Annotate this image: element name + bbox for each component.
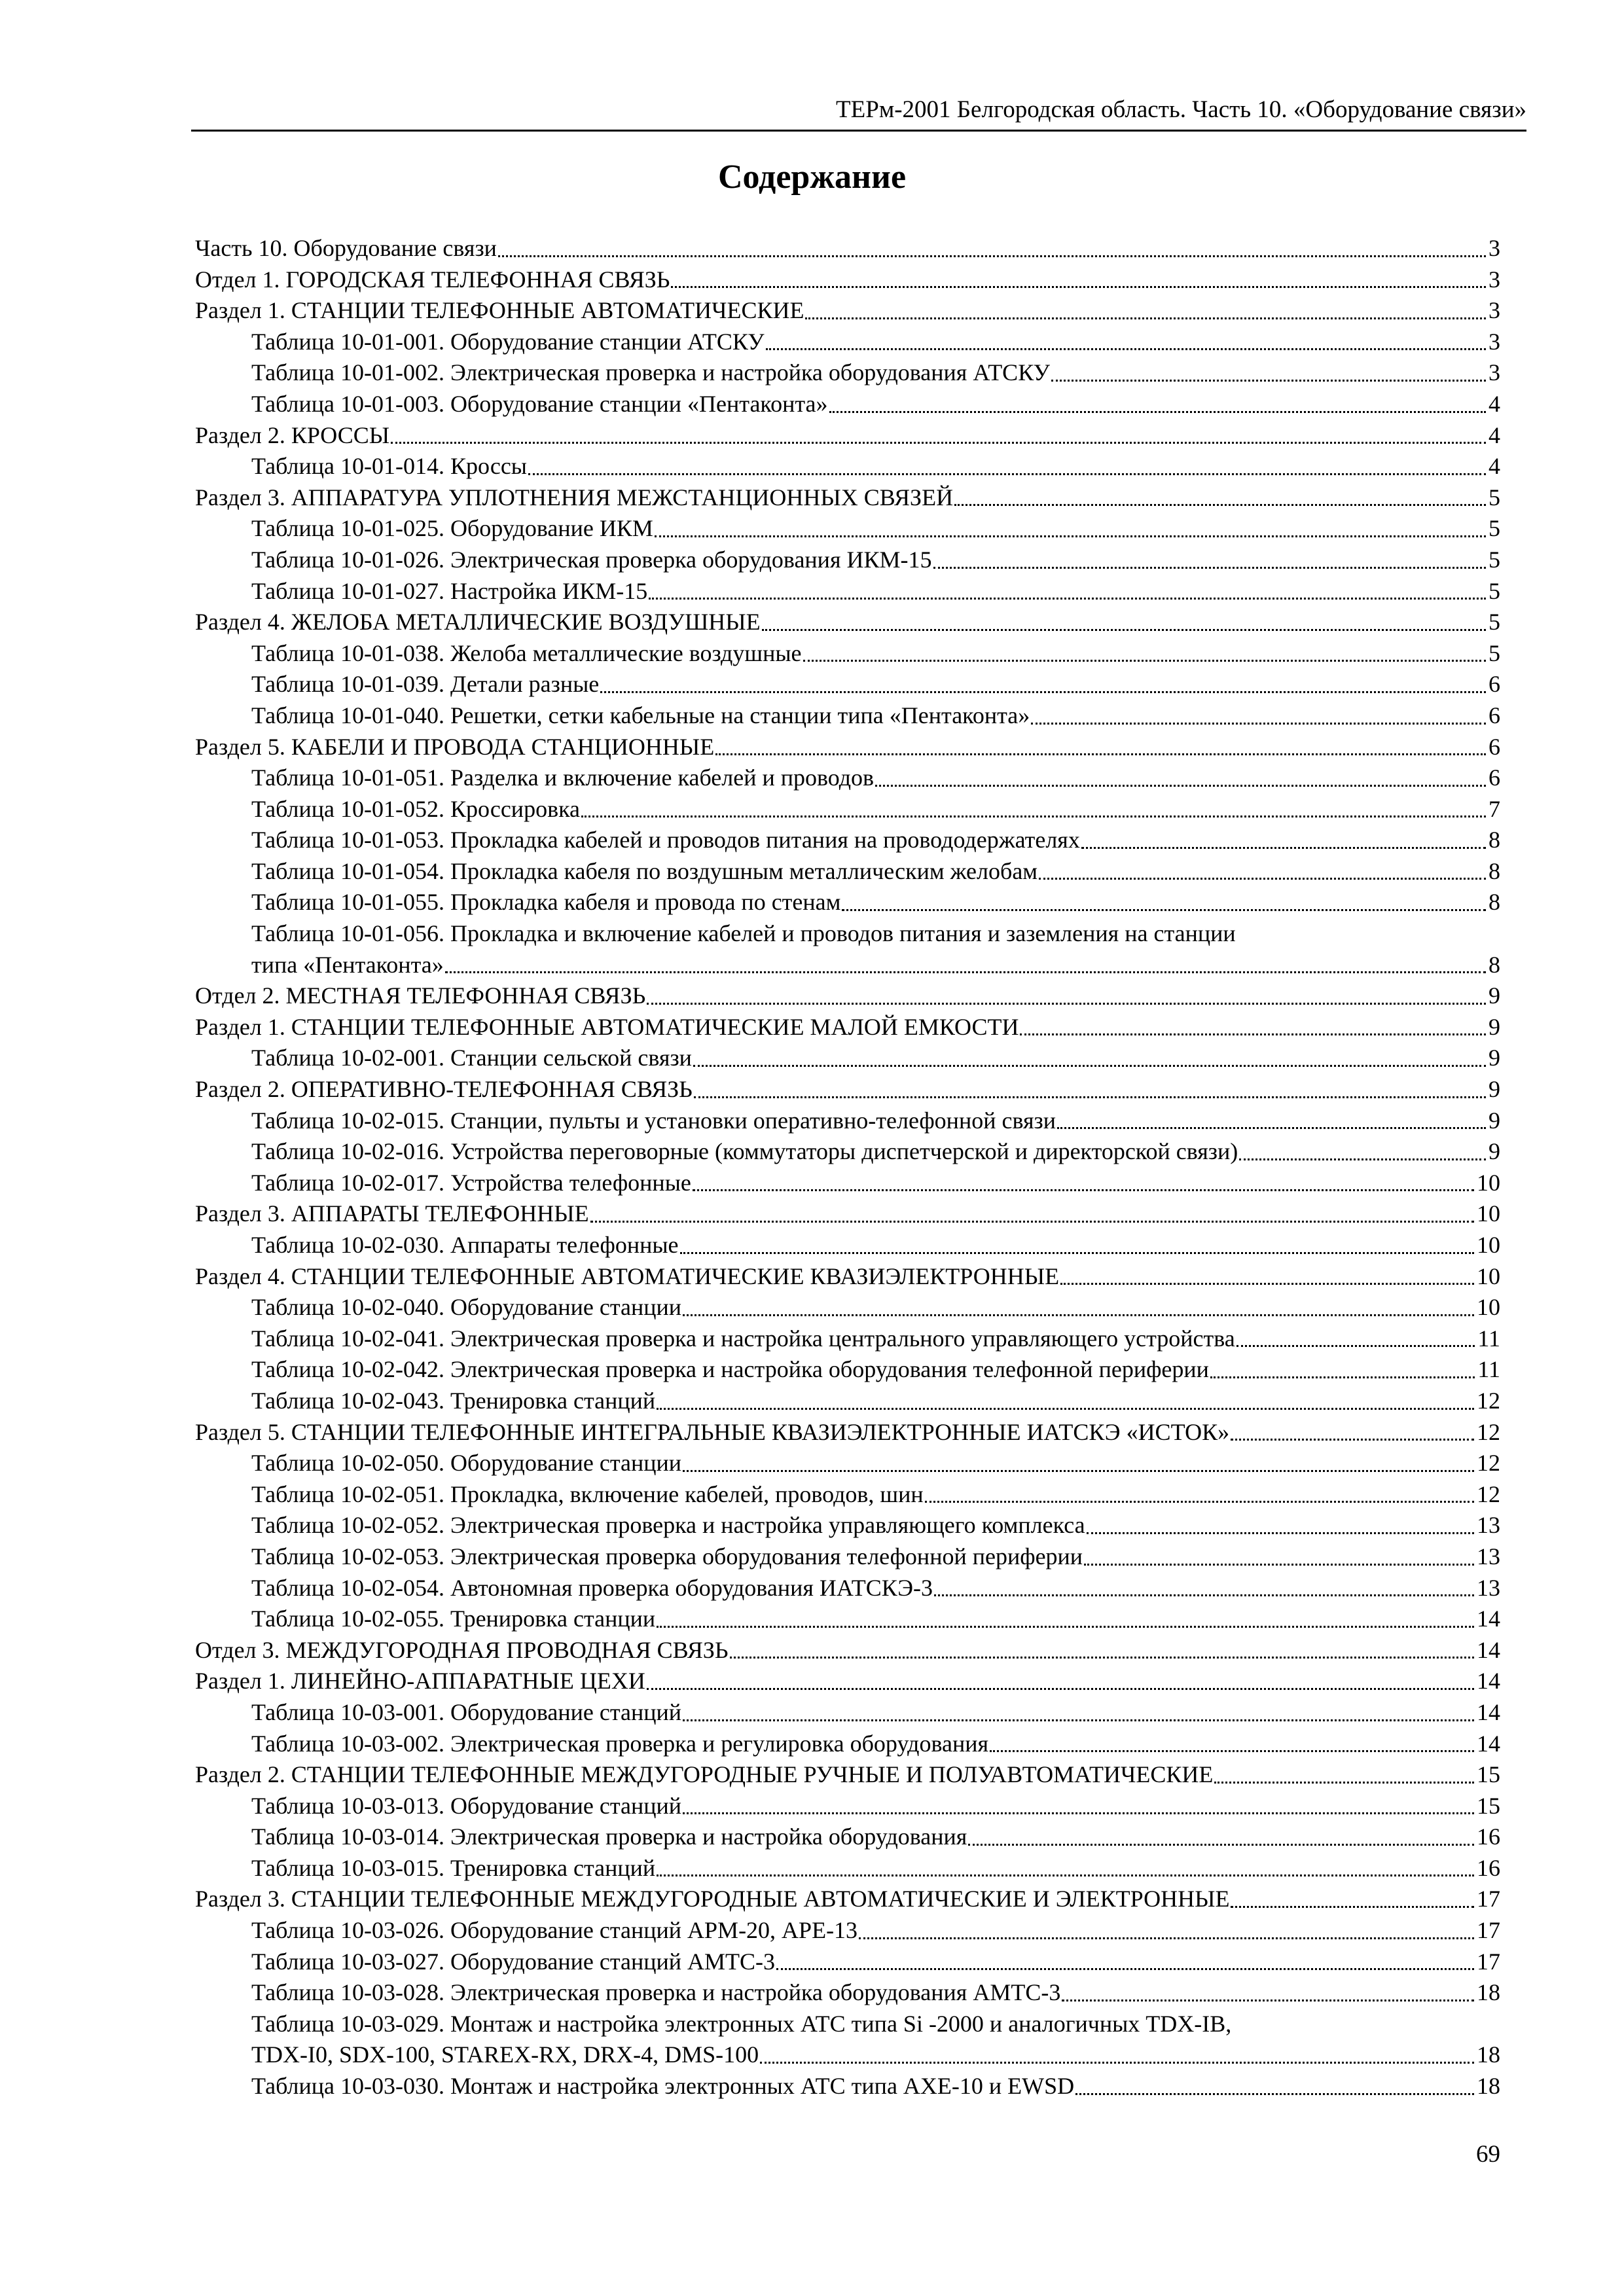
toc-entry-section[interactable] [195, 1074, 1500, 1105]
toc-entry-page: 3 [1489, 266, 1500, 293]
toc-entry-table[interactable] [195, 1729, 1500, 1760]
dot-leader [1020, 1033, 1486, 1035]
toc-entry-table[interactable] [195, 1791, 1500, 1822]
toc-entry-section[interactable] [195, 1759, 1500, 1791]
toc-entry-table[interactable] [195, 1821, 1500, 1853]
toc-entry-page: 12 [1477, 1480, 1500, 1507]
dot-leader [445, 971, 1486, 973]
toc-entry-table[interactable] [195, 1853, 1500, 1884]
dot-leader [694, 1096, 1486, 1098]
page-title: Содержание [717, 158, 907, 196]
toc-entry-title: Таблица 10-01-001. Оборудование станции АТСКУ [251, 328, 765, 355]
toc-entry-section[interactable] [195, 264, 1500, 296]
dot-leader [1087, 1532, 1474, 1534]
toc-entry-table[interactable] [195, 856, 1500, 888]
toc-entry-title: Таблица 10-01-056. Прокладка и включение кабелей и проводов питания и заземления на станции [251, 920, 1236, 947]
dot-leader [925, 1500, 1474, 1503]
toc-entry-section[interactable] [195, 420, 1500, 452]
toc-entry-title: Раздел 3. СТАНЦИИ ТЕЛЕФОННЫЕ МЕЖДУГОРОДНЫЕ АВТОМАТИЧЕСКИЕ И ЭЛЕКТРОННЫЕ [195, 1886, 1230, 1912]
toc-entry-page: 9 [1489, 1138, 1500, 1165]
dot-leader [655, 535, 1486, 537]
toc-entry-page: 9 [1489, 1107, 1500, 1134]
toc-entry-table[interactable] [195, 1946, 1500, 1978]
toc-entry-title: Таблица 10-02-042. Электрическая проверка и настройка оборудования телефонной периферии [251, 1356, 1209, 1383]
dot-leader [693, 1064, 1486, 1067]
toc-entry-table[interactable] [195, 950, 1500, 981]
toc-entry-table[interactable] [195, 1292, 1500, 1323]
toc-entry-table[interactable] [195, 1230, 1500, 1261]
toc-entry-table[interactable] [195, 1510, 1500, 1541]
toc-entry-table[interactable] [195, 918, 1500, 950]
dot-leader [683, 1469, 1474, 1472]
dot-leader [647, 1002, 1486, 1005]
dot-leader [760, 2061, 1474, 2064]
dot-leader [683, 1812, 1474, 1814]
toc-entry-title: Таблица 10-01-039. Детали разные [251, 671, 600, 698]
toc-entry-title: Таблица 10-02-053. Электрическая проверка оборудования телефонной периферии [251, 1543, 1083, 1570]
toc-entry-table[interactable] [195, 357, 1500, 389]
toc-entry-page: 16 [1477, 1854, 1500, 1881]
toc-entry-page: 14 [1477, 1730, 1500, 1757]
toc-entry-table[interactable] [195, 825, 1500, 856]
toc-entry-page: 14 [1477, 1668, 1500, 1695]
toc-entry-page: 15 [1477, 1761, 1500, 1788]
toc-entry-title: Таблица 10-03-002. Электрическая проверка и регулировка оборудования [251, 1730, 989, 1757]
toc-entry-page: 16 [1477, 1823, 1500, 1850]
toc-entry-table[interactable] [195, 669, 1500, 700]
dot-leader [1081, 846, 1486, 849]
toc-entry-table[interactable] [195, 1977, 1500, 2009]
toc-entry-page: 17 [1477, 1886, 1500, 1912]
toc-entry-section[interactable] [195, 732, 1500, 763]
toc-entry-title: Раздел 1. СТАНЦИИ ТЕЛЕФОННЫЕ АВТОМАТИЧЕСКИЕ [195, 297, 804, 324]
toc-entry-page: 6 [1489, 702, 1500, 728]
dot-leader [1075, 2092, 1474, 2095]
toc-entry-section[interactable] [195, 1666, 1500, 1697]
dot-leader [934, 1594, 1474, 1596]
toc-entry-page: 8 [1489, 889, 1500, 916]
toc-entry-title: Раздел 2. ОПЕРАТИВНО-ТЕЛЕФОННАЯ СВЯЗЬ [195, 1076, 693, 1103]
dot-leader [581, 815, 1486, 817]
toc-entry-page: 12 [1477, 1418, 1500, 1445]
dot-leader [1031, 722, 1486, 725]
toc-entry-page: 3 [1489, 328, 1500, 355]
toc-entry-page: 14 [1477, 1636, 1500, 1663]
toc-entry-title: Раздел 5. КАБЕЛИ И ПРОВОДА СТАНЦИОННЫЕ [195, 733, 715, 760]
toc-entry-page: 18 [1477, 2041, 1500, 2068]
dot-leader [803, 659, 1486, 662]
toc-entry-section[interactable] [195, 1635, 1500, 1666]
toc-entry-page: 10 [1477, 1169, 1500, 1196]
dot-leader [805, 317, 1486, 319]
toc-entry-title: Таблица 10-03-028. Электрическая проверка и настройка оборудования АМТС-3 [251, 1979, 1061, 2006]
toc-entry-table[interactable] [195, 2009, 1500, 2040]
toc-entry-page: 8 [1489, 951, 1500, 978]
dot-leader [1231, 1438, 1474, 1441]
toc-entry-title: Таблица 10-02-030. Аппараты телефонные [251, 1232, 679, 1258]
dot-leader [829, 410, 1486, 413]
toc-entry-table[interactable] [195, 700, 1500, 732]
toc-entry-page: 5 [1489, 484, 1500, 511]
toc-entry-title: Таблица 10-03-013. Оборудование станций [251, 1792, 682, 1819]
toc-entry-page: 6 [1489, 764, 1500, 791]
toc-entry-section[interactable] [195, 1884, 1500, 1915]
toc-entry-page: 9 [1489, 1013, 1500, 1040]
toc-entry-table[interactable] [195, 638, 1500, 670]
toc-entry-page: 4 [1489, 453, 1500, 480]
toc-entry-table[interactable] [195, 1541, 1500, 1573]
dot-leader [933, 566, 1486, 569]
toc-entry-title: Таблица 10-01-003. Оборудование станции «Пентаконта» [251, 390, 828, 417]
toc-entry-title: Таблица 10-02-041. Электрическая проверка и настройка центрального управляющего устройства [251, 1325, 1235, 1352]
dot-leader [1236, 1344, 1475, 1347]
dot-leader [600, 691, 1486, 693]
toc-entry-title: Раздел 1. СТАНЦИИ ТЕЛЕФОННЫЕ АВТОМАТИЧЕСКИЕ МАЛОЙ ЕМКОСТИ [195, 1013, 1019, 1040]
dot-leader [1060, 1282, 1474, 1285]
toc-entry-table[interactable] [195, 887, 1500, 918]
toc-entry-page: 9 [1489, 1076, 1500, 1103]
toc-entry-title: Отдел 1. ГОРОДСКАЯ ТЕЛЕФОННАЯ СВЯЗЬ [195, 266, 670, 293]
dot-leader [730, 1656, 1474, 1659]
toc-entry-section[interactable] [195, 1417, 1500, 1448]
toc-entry-table[interactable] [195, 1136, 1500, 1168]
toc-entry-page: 7 [1489, 795, 1500, 822]
toc-entry-section[interactable] [195, 233, 1500, 264]
dot-leader [842, 908, 1486, 911]
toc-entry-page: 12 [1477, 1387, 1500, 1414]
toc-entry-page: 10 [1477, 1200, 1500, 1227]
toc-entry-title: Таблица 10-03-026. Оборудование станций АРМ-20, АРЕ-13 [251, 1917, 858, 1944]
running-header: ТЕРм-2001 Белгородская область. Часть 10. «Оборудование связи» [836, 96, 1526, 123]
toc-entry-title: Таблица 10-01-054. Прокладка кабеля по воздушным металлическим желобам [251, 857, 1038, 884]
toc-entry-page: 4 [1489, 422, 1500, 448]
toc-entry-page: 5 [1489, 577, 1500, 604]
toc-entry-table[interactable] [195, 576, 1500, 607]
toc-entry-page: 3 [1489, 297, 1500, 324]
toc-entry-title: Таблица 10-01-026. Электрическая проверка оборудования ИКМ-15 [251, 546, 932, 573]
toc-entry-title: Таблица 10-01-038. Желоба металлические воздушные [251, 639, 802, 666]
toc-entry-section[interactable] [195, 482, 1500, 514]
toc-entry-table[interactable] [195, 1168, 1500, 1199]
toc-entry-title: Таблица 10-02-017. Устройства телефонные [251, 1169, 691, 1196]
toc-entry-title: Часть 10. Оборудование связи [195, 235, 497, 261]
toc-entry-page: 10 [1477, 1232, 1500, 1258]
dot-leader [590, 1220, 1474, 1223]
toc-entry-page: 14 [1477, 1605, 1500, 1632]
toc-entry-table[interactable] [195, 1105, 1500, 1137]
toc-entry-table[interactable] [195, 1386, 1500, 1417]
toc-entry-table[interactable] [195, 1354, 1500, 1386]
toc-entry-title: Таблица 10-02-015. Станции, пульты и установки оперативно-телефонной связи [251, 1107, 1056, 1134]
toc-entry-section[interactable] [195, 980, 1500, 1012]
dot-leader [1214, 1781, 1474, 1784]
toc-entry-page: 10 [1477, 1263, 1500, 1289]
dot-leader [391, 441, 1486, 444]
toc-entry-title: Таблица 10-02-052. Электрическая проверка и настройка управляющего комплекса [251, 1512, 1085, 1539]
dot-leader [528, 473, 1486, 475]
toc-entry-table[interactable] [195, 389, 1500, 420]
dot-leader [693, 1189, 1474, 1191]
toc-entry-title: Таблица 10-02-055. Тренировка станции [251, 1605, 656, 1632]
toc-entry-section[interactable] [195, 1261, 1500, 1293]
toc-entry-table[interactable] [195, 1323, 1500, 1355]
toc-entry-page: 9 [1489, 1045, 1500, 1071]
toc-entry-page: 13 [1477, 1574, 1500, 1601]
toc-entry-page: 10 [1477, 1294, 1500, 1321]
toc-entry-page: 4 [1489, 390, 1500, 417]
toc-entry-page: 5 [1489, 639, 1500, 666]
toc-entry-page: 15 [1477, 1792, 1500, 1819]
dot-leader [683, 1314, 1474, 1316]
toc-entry-page: 17 [1477, 1917, 1500, 1944]
dot-leader [875, 784, 1486, 787]
dot-leader [990, 1749, 1474, 1752]
dot-leader [683, 1719, 1474, 1721]
dot-leader [968, 1843, 1474, 1846]
dot-leader [1039, 877, 1486, 880]
toc-entry-title: Раздел 2. СТАНЦИИ ТЕЛЕФОННЫЕ МЕЖДУГОРОДНЫЕ РУЧНЫЕ И ПОЛУАВТОМАТИЧЕСКИЕ [195, 1761, 1214, 1788]
toc-entry-title: Таблица 10-03-030. Монтаж и настройка электронных АТС типа AXE-10 и EWSD [251, 2073, 1075, 2100]
toc-entry-page: 9 [1489, 982, 1500, 1009]
toc-entry-table[interactable] [195, 762, 1500, 794]
toc-entry-title: Таблица 10-01-025. Оборудование ИКМ [251, 515, 653, 542]
toc-entry-table[interactable] [195, 2039, 1500, 2071]
toc-entry-page: 17 [1477, 1948, 1500, 1975]
dot-leader [1057, 1126, 1486, 1129]
toc-entry-title: Раздел 3. АППАРАТУРА УПЛОТНЕНИЯ МЕЖСТАНЦИОННЫХ СВЯЗЕЙ [195, 484, 954, 511]
toc-entry-table[interactable] [195, 327, 1500, 358]
dot-leader [776, 1967, 1474, 1970]
toc-entry-table[interactable] [195, 794, 1500, 825]
dot-leader [1239, 1158, 1486, 1160]
toc-entry-page: 12 [1477, 1450, 1500, 1477]
toc-entry-page: 6 [1489, 671, 1500, 698]
dot-leader [647, 1687, 1474, 1690]
dot-leader [1210, 1376, 1475, 1378]
toc-entry-title: Таблица 10-01-014. Кроссы [251, 453, 527, 480]
toc-entry-table[interactable] [195, 2071, 1500, 2102]
toc-entry-table[interactable] [195, 1604, 1500, 1635]
dot-leader [498, 255, 1486, 257]
dot-leader [657, 1625, 1474, 1628]
dot-leader [671, 285, 1486, 288]
toc-entry-title: Таблица 10-03-029. Монтаж и настройка электронных АТС типа Si -2000 и аналогичных TDX-IB, [251, 2010, 1232, 2037]
toc-entry-table[interactable] [195, 451, 1500, 482]
toc-entry-title: Таблица 10-02-016. Устройства переговорные (коммутаторы диспетчерской и директорской связи) [251, 1138, 1238, 1165]
toc-entry-title: типа «Пентаконта» [251, 951, 444, 978]
toc-entry-page: 11 [1477, 1325, 1500, 1352]
toc-entry-title: Отдел 2. МЕСТНАЯ ТЕЛЕФОННАЯ СВЯЗЬ [195, 982, 646, 1009]
toc-entry-title: Таблица 10-03-027. Оборудование станций АМТС-3 [251, 1948, 776, 1975]
toc-entry-page: 3 [1489, 235, 1500, 261]
dot-leader [859, 1937, 1474, 1939]
toc-entry-page: 14 [1477, 1698, 1500, 1725]
toc-entry-page: 13 [1477, 1543, 1500, 1570]
toc-entry-table[interactable] [195, 1479, 1500, 1511]
toc-entry-table[interactable] [195, 545, 1500, 576]
toc-entry-page: 11 [1477, 1356, 1500, 1383]
dot-leader [649, 597, 1486, 600]
toc-entry-page: 5 [1489, 609, 1500, 636]
toc-entry-page: 5 [1489, 546, 1500, 573]
toc-entry-title: Таблица 10-03-015. Тренировка станций [251, 1854, 656, 1881]
toc-entry-title: Раздел 3. АППАРАТЫ ТЕЛЕФОННЫЕ [195, 1200, 589, 1227]
toc-entry-section[interactable] [195, 295, 1500, 327]
toc-entry-title: Таблица 10-03-014. Электрическая проверка и настройка оборудования [251, 1823, 967, 1850]
dot-leader [766, 348, 1486, 350]
dot-leader [954, 503, 1486, 506]
toc-entry-page: 3 [1489, 359, 1500, 386]
toc-entry-title: Раздел 2. КРОССЫ [195, 422, 390, 448]
toc-entry-page: 13 [1477, 1512, 1500, 1539]
toc-entry-title: Таблица 10-01-053. Прокладка кабелей и проводов питания на провододержателях [251, 827, 1080, 853]
toc-entry-page: 5 [1489, 515, 1500, 542]
toc-entry-table[interactable] [195, 1043, 1500, 1074]
toc-entry-page: 8 [1489, 857, 1500, 884]
dot-leader [657, 1874, 1474, 1876]
dot-leader [715, 753, 1486, 755]
dot-leader [680, 1251, 1474, 1254]
toc-entry-page: 8 [1489, 827, 1500, 853]
toc-entry-title: Таблица 10-01-002. Электрическая проверка и настройка оборудования АТСКУ [251, 359, 1050, 386]
toc-entry-title: Таблица 10-01-051. Разделка и включение кабелей и проводов [251, 764, 875, 791]
toc-entry-title: Таблица 10-02-040. Оборудование станции [251, 1294, 682, 1321]
page-number: 69 [1476, 2141, 1500, 2168]
toc-entry-page: 18 [1477, 2073, 1500, 2100]
toc-entry-table[interactable] [195, 1573, 1500, 1604]
toc-entry-title: Раздел 5. СТАНЦИИ ТЕЛЕФОННЫЕ ИНТЕГРАЛЬНЫЕ КВАЗИЭЛЕКТРОННЫЕ ИАТСКЭ «ИСТОК» [195, 1418, 1230, 1445]
toc-entry-title: Таблица 10-01-052. Кроссировка [251, 795, 580, 822]
toc-entry-title: Таблица 10-01-040. Решетки, сетки кабельные на станции типа «Пентаконта» [251, 702, 1030, 728]
toc-entry-section[interactable] [195, 1012, 1500, 1043]
toc-entry-table[interactable] [195, 1697, 1500, 1729]
toc-entry-title: Таблица 10-02-043. Тренировка станций [251, 1387, 656, 1414]
toc-entry-title: Таблица 10-03-001. Оборудование станций [251, 1698, 682, 1725]
toc-entry-title: Раздел 4. ЖЕЛОБА МЕТАЛЛИЧЕСКИЕ ВОЗДУШНЫЕ [195, 609, 761, 636]
toc-entry-section[interactable] [195, 607, 1500, 638]
dot-leader [657, 1407, 1474, 1410]
table-of-contents [195, 233, 1500, 2102]
toc-entry-page: 6 [1489, 733, 1500, 760]
toc-entry-table[interactable] [195, 1915, 1500, 1946]
dot-leader [1051, 379, 1486, 382]
header-rule [191, 130, 1526, 132]
dot-leader [762, 628, 1486, 631]
toc-entry-table[interactable] [195, 1448, 1500, 1479]
dot-leader [1084, 1563, 1474, 1566]
dot-leader [1231, 1905, 1474, 1908]
toc-entry-title: Таблица 10-02-050. Оборудование станции [251, 1450, 682, 1477]
toc-entry-title: TDX-I0, SDX-100, STAREX-RX, DRX-4, DMS-100 [251, 2041, 759, 2068]
toc-entry-title: Раздел 4. СТАНЦИИ ТЕЛЕФОННЫЕ АВТОМАТИЧЕСКИЕ КВАЗИЭЛЕКТРОННЫЕ [195, 1263, 1060, 1289]
toc-entry-title: Таблица 10-01-055. Прокладка кабеля и провода по стенам [251, 889, 841, 916]
toc-entry-title: Таблица 10-02-051. Прокладка, включение кабелей, проводов, шин [251, 1480, 924, 1507]
toc-entry-title: Раздел 1. ЛИНЕЙНО-АППАРАТНЫЕ ЦЕХИ [195, 1668, 645, 1695]
toc-entry-title: Таблица 10-01-027. Настройка ИКМ-15 [251, 577, 648, 604]
toc-entry-title: Таблица 10-02-054. Автономная проверка оборудования ИАТСКЭ-3 [251, 1574, 933, 1601]
toc-entry-table[interactable] [195, 513, 1500, 545]
toc-entry-section[interactable] [195, 1198, 1500, 1230]
toc-entry-title: Таблица 10-02-001. Станции сельской связи [251, 1045, 692, 1071]
dot-leader [1062, 1999, 1474, 2001]
toc-entry-title: Отдел 3. МЕЖДУГОРОДНАЯ ПРОВОДНАЯ СВЯЗЬ [195, 1636, 729, 1663]
toc-entry-page: 18 [1477, 1979, 1500, 2006]
